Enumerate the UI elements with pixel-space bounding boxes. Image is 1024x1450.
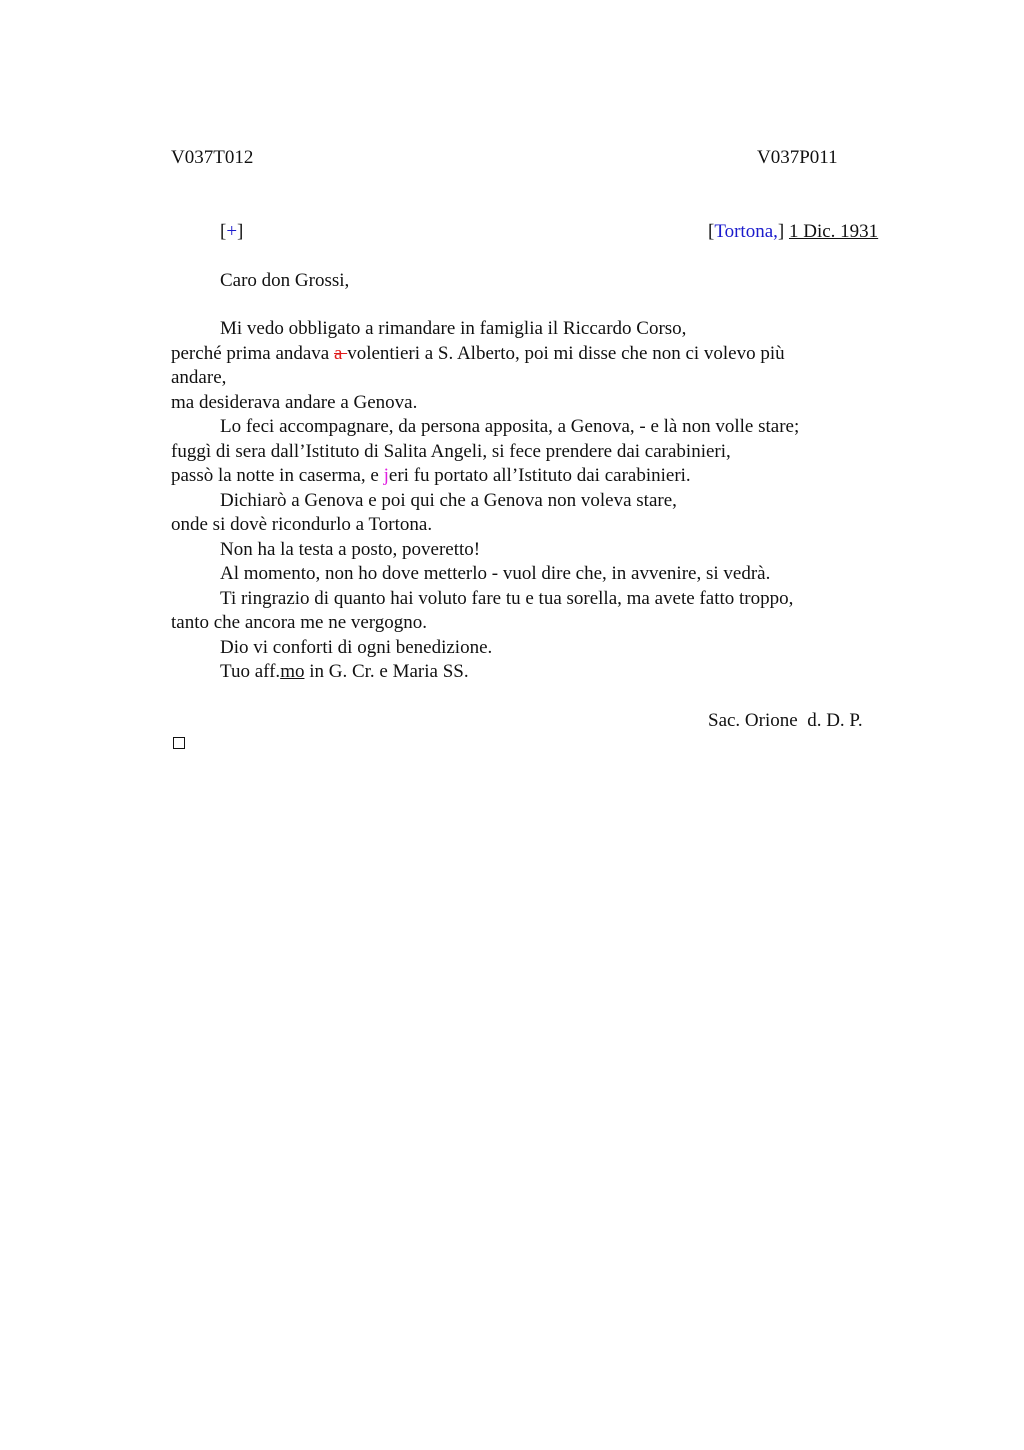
- bracket-close: ]: [237, 221, 244, 242]
- signature: Sac. Orione d. D. P.: [708, 710, 863, 731]
- closing-line: Tuo aff.mo in G. Cr. e Maria SS.: [220, 661, 469, 682]
- end-marker-box: [173, 737, 185, 749]
- editorial-plus-mark: [220, 220, 243, 244]
- document-code-right: V037P011: [757, 147, 838, 168]
- bracket-close: ]: [777, 221, 785, 242]
- body-line: fuggì di sera dall’Istituto di Salita Angeli, si fece prendere dai carabinieri,: [171, 441, 731, 462]
- body-line: Ti ringrazio di quanto hai voluto fare tu e tua sorella, ma avete fatto troppo,: [220, 588, 794, 609]
- letter-place-date: [708, 220, 878, 244]
- body-line: Al momento, non ho dove metterlo - vuol dire che, in avvenire, si vedrà.: [220, 563, 771, 584]
- plus-sign: +: [226, 221, 238, 242]
- document-code-left: V037T012: [171, 147, 254, 168]
- letter-place: Tortona,: [714, 221, 778, 242]
- body-line: ma desiderava andare a Genova.: [171, 392, 418, 413]
- salutation: Caro don Grossi,: [220, 270, 350, 291]
- body-line: Non ha la testa a posto, poveretto!: [220, 539, 481, 560]
- body-line: perché prima andava a volentieri a S. Alberto, poi mi disse che non ci volevo più: [171, 343, 785, 364]
- body-line: onde si dovè ricondurlo a Tortona.: [171, 514, 433, 535]
- letter-date: 1 Dic. 1931: [788, 221, 879, 242]
- body-line: andare,: [171, 367, 227, 388]
- underlined-abbrev: mo: [280, 661, 305, 682]
- body-line: passò la notte in caserma, e jeri fu portato all’Istituto dai carabinieri.: [171, 465, 691, 486]
- deleted-text: a: [334, 343, 348, 364]
- body-line: Dio vi conforti di ogni benedizione.: [220, 637, 493, 658]
- bracket-open: [: [220, 221, 227, 242]
- bracket-open: [: [708, 221, 715, 242]
- inserted-letter: j: [383, 465, 389, 486]
- body-line: Lo feci accompagnare, da persona apposita, a Genova, - e là non volle stare;: [220, 416, 800, 437]
- body-line: Dichiarò a Genova e poi qui che a Genova non voleva stare,: [220, 490, 677, 511]
- body-line: tanto che ancora me ne vergogno.: [171, 612, 428, 633]
- body-line: Mi vedo obbligato a rimandare in famiglia il Riccardo Corso,: [220, 318, 687, 339]
